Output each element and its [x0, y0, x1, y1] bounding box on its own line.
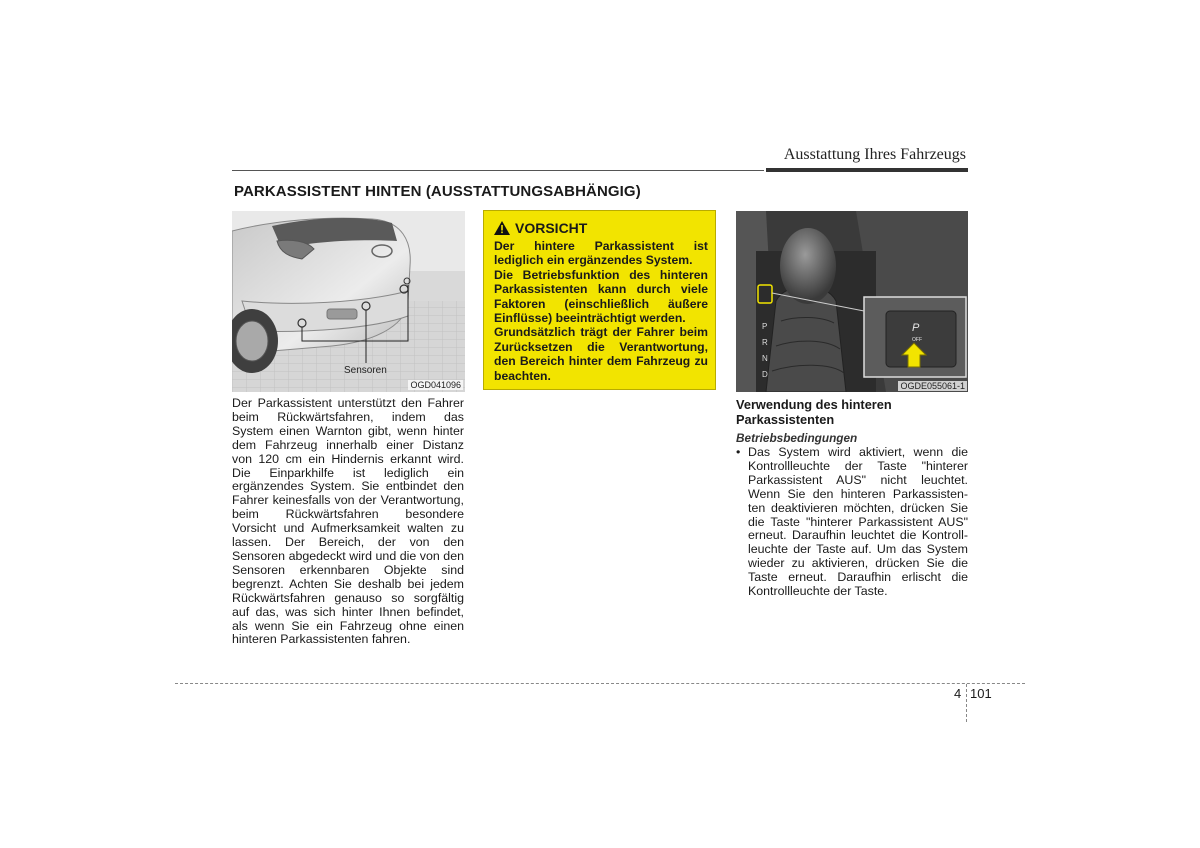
gear-letter: P — [762, 322, 768, 331]
svg-text:OFF: OFF — [912, 337, 922, 343]
warning-paragraph: Der hintere Parkassistent ist lediglich ein ergänzendes System. — [494, 239, 708, 268]
warning-header — [494, 220, 587, 236]
usage-subheading: Betriebsbedingungen — [736, 431, 858, 445]
bullet-symbol: • — [736, 445, 741, 459]
warning-triangle-icon — [494, 221, 510, 235]
gear-letter: D — [762, 370, 768, 379]
figure-label-sensors: Sensoren — [344, 365, 387, 376]
usage-bullet — [736, 446, 968, 599]
gear-letter: N — [762, 354, 768, 363]
section-title: PARKASSISTENT HINTEN (AUSSTATTUNGSABHÄNGIG) — [234, 183, 641, 200]
warning-text — [494, 239, 708, 383]
body-paragraph: Der Parkassistent unterstützt den Fahrer beim Rückwärtsfahren, indem das System einen Warnton gibt, wenn hinter dem Fahrzeug innerhalb einer Distanz von 120 cm ein Hindernis erkannt wird. Die Einparkhilfe ist lediglich ein ergänzendes System. Sie entbindet den Fahrer keinesfalls von der Verantwortung, beim Rückwärtsfahren besondere Vorsicht und Aufmerksamkeit walten zu lassen. Der Bereich, der von den Sensoren abgedeckt wird und die von den Sensoren erkennbaren Objekte sind begrenzt. Achten Sie deshalb bei jedem Rückwärtsfahren genauso so sorgfältig auf das, was sich hinter Ihnen befindet, als wenn Sie ein Fahrzeug ohne einen hinteren Parkassistenten fahren. — [232, 396, 464, 647]
warning-title: VORSICHT — [515, 220, 588, 236]
gear-letter: R — [762, 338, 768, 347]
figure-code: OGDE055061-1 — [900, 381, 965, 391]
header-rule-accent — [766, 168, 968, 172]
usage-heading: Verwendung des hinteren Parkassistenten — [736, 397, 892, 427]
warning-paragraph: Die Betriebsfunktion des hinteren Parkassistenten kann durch viele Faktoren (einschließlich äußere Einflüsse) beeinträchtigt werden. — [494, 267, 708, 326]
rear-sensor-figure — [232, 211, 465, 392]
svg-text:P: P — [912, 322, 920, 334]
footer-divider — [966, 684, 967, 722]
footer-rule — [175, 683, 1025, 684]
figure-code: OGD041096 — [410, 380, 461, 390]
gear-shift-illustration — [736, 211, 968, 392]
chapter-number: 4 — [954, 686, 962, 701]
usage-bullet-text: Das System wird aktiviert, wenn die Kontrollleuchte der Taste "hinterer Parkassistent AUS" nicht leuchtet. Wenn Sie den hinteren Parkassisten-ten deaktivieren möchten, drücken Sie die Taste "hinterer Parkassistent AUS" erneut. Daraufhin leuchtet die Kontroll-leuchte der Taste auf. Um das System wieder zu aktivieren, drücken Sie die Taste erneut. Daraufhin erlischt die Kontrollleuchte der Taste. — [748, 445, 968, 599]
page-number: 101 — [970, 686, 992, 701]
warning-paragraph: Grundsätzlich trägt der Fahrer beim Zurücksetzen die Verantwortung, den Bereich hinter dem Fahrzeug zu beachten. — [494, 325, 708, 383]
header-rule — [232, 170, 764, 171]
gear-shift-figure — [736, 211, 968, 392]
warning-box — [483, 210, 716, 390]
running-header: Ausstattung Ihres Fahrzeugs — [783, 146, 966, 163]
